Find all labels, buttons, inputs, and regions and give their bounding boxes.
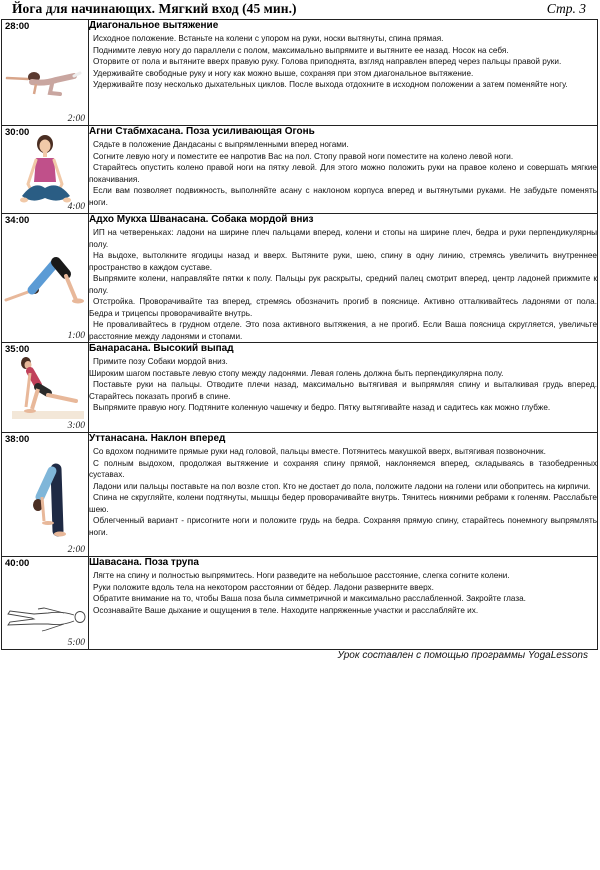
instruction-paragraph: Выпрямите правую ногу. Подтяните коленную чашечку и бедро. Пятку вытягивайте назад и садитесь как можно глубже.: [93, 403, 551, 412]
instruction-paragraph: Спина не скругляйте, колени подтянуты, мышцы бедер проворачивайте внутрь. Тянитесь нижними ребрами к голеням. Расслабьте шею.: [89, 493, 597, 514]
exercise-description-cell: [89, 557, 598, 650]
instruction-paragraph: Со вдохом поднимите прямые руки над головой, пальцы вместе. Потянитесь макушкой вверх, вытягивая позвоночник.: [93, 447, 546, 456]
exercise-row: [2, 557, 598, 650]
exercise-description-cell: [89, 343, 598, 433]
exercise-table: [1, 19, 598, 650]
instruction-paragraph: Лягте на спину и полностью выпрямитесь. Ноги разведите на небольшое расстояние, слегка согните колени.: [93, 571, 510, 580]
instruction-paragraph: Обратите внимание на то, чтобы Ваша поза была симметричной и максимально расслабленной. Закройте глаза.: [93, 594, 526, 603]
exercise-row: [2, 20, 598, 126]
instruction-paragraph: ИП на четвереньках: ладони на ширине плеч пальцами вперед, колени и стопы на ширине плеч, бедра и руки перпендикулярны полу.: [89, 228, 597, 249]
duration: 5:00: [67, 638, 85, 648]
instruction-paragraph: Выпрямите колени, направляйте пятки к полу. Пальцы рук раскрыты, средний палец смотрит вперед, центр ладоней прижмите к полу.: [89, 274, 597, 295]
instruction-paragraph: Поставьте руки на пальцы. Отводите плечи назад, максимально вытягивая и выпрямляя спину и выталкивая грудь вперед. Старайтесь показать прогиб в спине.: [89, 380, 597, 401]
exercise-meta-cell: [2, 433, 89, 557]
duration: 4:00: [67, 202, 85, 212]
instruction-paragraph: Удерживайте позу несколько дыхательных циклов. После выхода отдохните в исходном положении а затем поменяйте ногу.: [93, 80, 568, 89]
instruction-paragraph: Сядьте в положение Дандасаны с выпрямленными вперед ногами.: [93, 140, 349, 149]
instruction-paragraph: Широким шагом поставьте левую стопу между ладонями. Левая голень должна быть перпендикулярна полу.: [89, 368, 504, 378]
exercise-row: [2, 126, 598, 214]
instruction-paragraph: Осознавайте Ваше дыхание и ощущения в теле. Находите напряженные участки и расслабляйте их.: [93, 605, 479, 615]
forward-bend-pose-icon: [22, 463, 72, 539]
instruction-paragraph: Не проваливайтесь в грудном отделе. Это поза активного вытяжения, а не прогиб. Если Ваша поясница скругляется, увеличьте расстояние между ладонями и стопами.: [89, 320, 597, 341]
pose-title: Агни Стабмхасана. Поза усиливающая Огонь: [89, 126, 315, 137]
exercise-meta-cell: [2, 126, 89, 214]
pose-title: Шавасана. Поза трупа: [89, 557, 199, 568]
start-time: 35:00: [5, 344, 30, 355]
exercise-meta-cell: [2, 343, 89, 433]
instruction-paragraph: С полным выдохом, продолжая вытяжение и сохраняя спину прямой, наклоняемся вперед, складываясь в тазобедренных суставах.: [89, 458, 597, 479]
pose-title: Уттанасана. Наклон вперед: [89, 433, 226, 444]
instruction-paragraph: Примите позу Собаки мордой вниз.: [93, 357, 228, 366]
start-time: 28:00: [5, 21, 30, 32]
downward-dog-pose-icon: [4, 254, 86, 306]
exercise-description-cell: [89, 20, 598, 126]
duration: 3:00: [67, 421, 85, 431]
instruction-paragraph: Облегченный вариант - присогните ноги и положите грудь на бедра. Сохраняя прямую спину, старайтесь понемногу выпрямлять ноги.: [89, 516, 597, 537]
pose-title: Банарасана. Высокий выпад: [89, 343, 234, 354]
instruction-paragraph: Руки положите вдоль тела на некотором расстоянии от бёдер. Ладони разверните вверх.: [93, 582, 434, 592]
exercise-meta-cell: [2, 214, 89, 343]
exercise-meta-cell: [2, 20, 89, 126]
instruction-paragraph: Ладони или пальцы поставьте на пол возле стоп. Кто не достает до пола, положите ладони на голени или обопритесь на кирпичи.: [93, 481, 591, 491]
exercise-description-cell: [89, 214, 598, 343]
pose-title: Адхо Мукха Шванасана. Собака мордой вниз: [89, 214, 314, 225]
start-time: 30:00: [5, 127, 30, 138]
seated-cross-legged-pose-icon: [14, 134, 76, 210]
page-number: Стр. 3: [546, 1, 586, 16]
instruction-paragraph: На выдохе, вытолкните ягодицы назад и вверх. Вытяните руки, шею, спину в одну линию, стремясь увеличить внутреннее пространство в каждом суставе.: [89, 251, 597, 272]
diagonal-stretch-pose-icon: [4, 60, 84, 100]
instruction-paragraph: Согните левую ногу и поместите ее напротив Вас на пол. Стопу правой ноги поместите на колено левой ноги.: [93, 151, 514, 161]
exercise-description-cell: [89, 433, 598, 557]
exercise-row: [2, 214, 598, 343]
instruction-paragraph: Старайтесь опустить колено правой ноги на пятку левой. Для этого можно положить руки на правое колено и совершать мягкие покачивания.: [89, 163, 597, 184]
document-title: Йога для начинающих. Мягкий вход (45 мин.): [12, 1, 297, 16]
instruction-paragraph: Если вам позволяет подвижность, выполняйте асану с наклоном корпуса вперед и вытянутыми руками. Не забудьте поменять ноги.: [89, 186, 597, 207]
exercise-description-cell: [89, 126, 598, 214]
instruction-paragraph: Отстройка. Проворачивайте таз вперед, стремясь обозначить прогиб в пояснице. Активно отталкивайтесь ладонями от пола. Бедра и трицепсы проворачивайте внутрь.: [89, 297, 597, 318]
duration: 2:00: [67, 545, 85, 555]
pose-title: Диагональное вытяжение: [89, 20, 219, 31]
instruction-paragraph: Исходное положение. Встаньте на колени с упором на руки, носки вытянуты, спина прямая.: [93, 34, 444, 43]
start-time: 34:00: [5, 215, 30, 226]
duration: 1:00: [67, 331, 85, 341]
footer-credit: Урок составлен с помощью программы YogaLessons: [337, 650, 588, 661]
high-lunge-pose-icon: [12, 355, 84, 419]
start-time: 40:00: [5, 558, 30, 569]
instruction-paragraph: Удерживайте свободные руку и ногу как можно выше, сохраняя при этом диагональное вытяжение.: [93, 68, 474, 78]
exercise-row: [2, 343, 598, 433]
instruction-paragraph: Поднимите левую ногу до параллели с полом, максимально выпрямите и вытяните ее назад. Носок на себя.: [93, 45, 509, 55]
page-header: [0, 0, 600, 19]
exercise-meta-cell: [2, 557, 89, 650]
corpse-pose-icon: [4, 605, 88, 635]
duration: 2:00: [67, 114, 85, 124]
start-time: 38:00: [5, 434, 30, 445]
exercise-row: [2, 433, 598, 557]
instruction-paragraph: Оторвите от пола и вытяните вверх правую руку. Голова приподнята, взгляд направлен вперед через пальцы правой руки.: [93, 57, 562, 66]
